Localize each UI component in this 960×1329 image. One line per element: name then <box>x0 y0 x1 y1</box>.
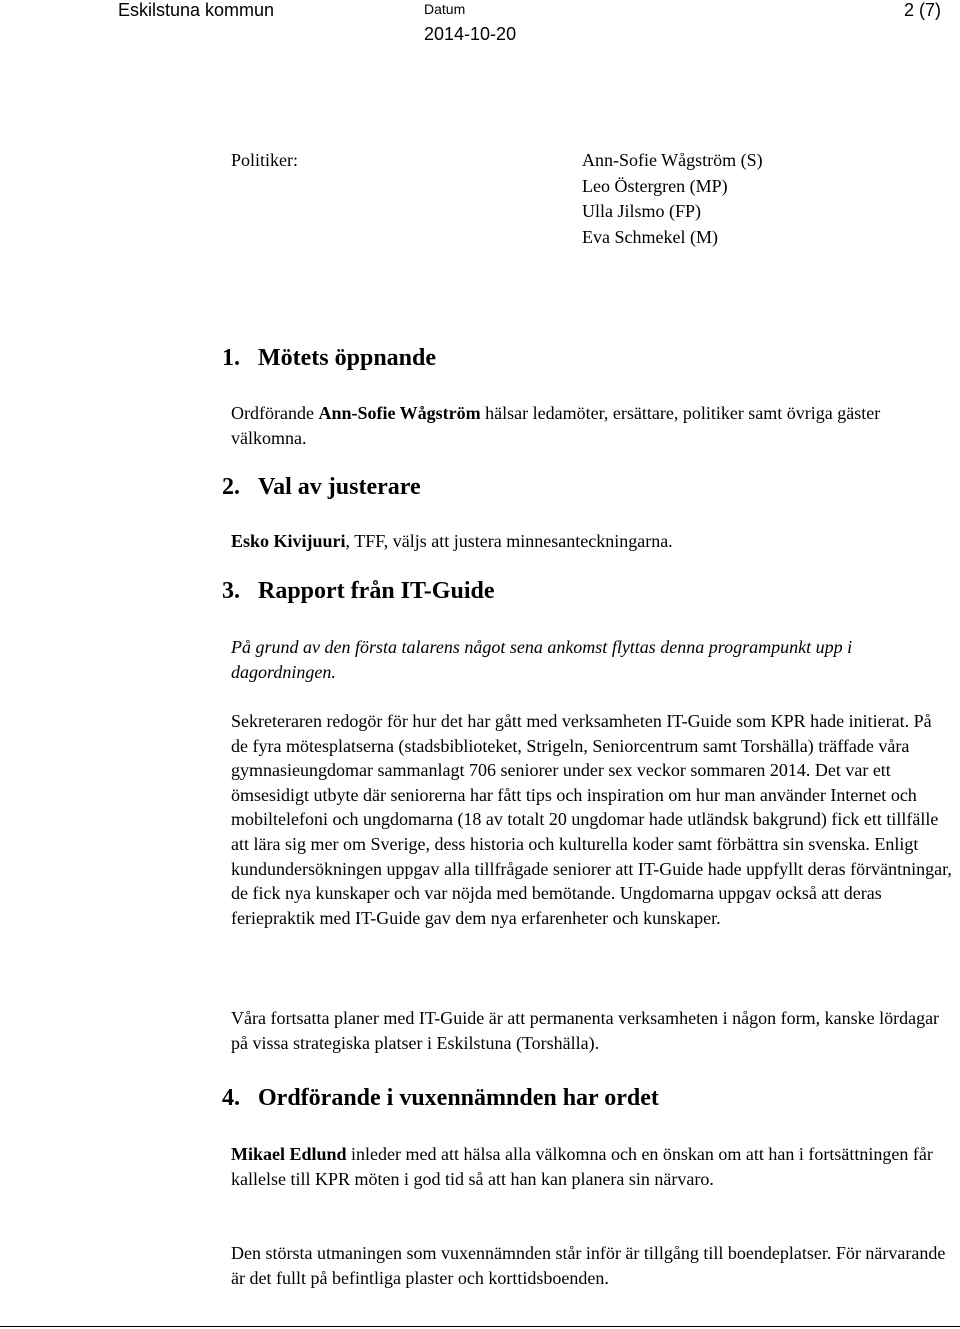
section-number: 1. <box>222 345 240 371</box>
section-title: Val av justerare <box>258 474 421 500</box>
section-heading-4 <box>222 1085 659 1112</box>
politician-name: Eva Schmekel (M) <box>582 226 718 247</box>
section-number: 3. <box>222 578 240 604</box>
politician-name: Leo Östergren (MP) <box>582 175 728 196</box>
section-3-note <box>231 635 953 684</box>
politician-name: Ulla Jilsmo (FP) <box>582 201 702 222</box>
section-3-plans: Våra fortsatta planer med IT-Guide är att permanenta verksamheten i någon form, kanske lördagar på vissa strategiska platser i Eskilstuna (Torshälla). <box>231 1008 940 1053</box>
section-heading-1 <box>222 345 436 372</box>
section-4-paragraph-2: Den största utmaningen som vuxennämnden står inför är tillgång till boendeplatser. För närvarande är det fullt på befintliga plaster och korttidsboenden. <box>231 1243 946 1288</box>
section-1-paragraph <box>231 401 953 450</box>
page-number: 2 (7) <box>903 0 941 20</box>
date-label: Datum <box>424 1 466 17</box>
text-run: hälsar ledamöter, ersättare, politiker samt övriga gäster välkomna. <box>231 403 881 448</box>
text-run: , TFF, väljs att justera minnesanteckningarna. <box>345 531 673 551</box>
politicians-label: Politiker: <box>231 150 298 170</box>
section-3-report: Sekreteraren redogör för hur det har gått med verksamheten IT-Guide som KPR hade initierat. På de fyra mötesplatserna (stadsbiblioteket, Strigeln, Seniorcentrum samt Torshälla) träffade våra gymnasieungdomar sammanlagt 706 seniorer under sex veckor sommaren 2014. Det var ett ömsesidigt utbyte där seniorerna har fått tips och inspiration om hur man använder Internet och mobiltelefoni och ungdomarna (18 av totalt 20 ungdomar hade utländsk bakgrund) fick ett tillfälle att lära sig mer om Sverige, dess historia och kulturella koder samt förbättra sin svenska. Enligt kundundersökningen uppgav alla tillfrågade seniorer att IT-Guide hade uppfyllt deras förväntningar, de fick nya kunskaper och var nöjda med bemötande. Ungdomarna uppgav också att deras feriepraktik med IT-Guide gav dem nya erfarenheter och kunskaper. <box>231 711 952 928</box>
organization-name: Eskilstuna kommun <box>118 0 275 20</box>
section-2-paragraph <box>231 529 953 554</box>
section-heading-3 <box>222 578 494 605</box>
section-4-paragraph <box>231 1142 953 1191</box>
section-heading-2 <box>222 474 421 501</box>
section-number: 2. <box>222 474 240 500</box>
footer-rule <box>0 1326 960 1327</box>
document-date: 2014-10-20 <box>424 24 517 44</box>
section-title: Ordförande i vuxennämnden har ordet <box>258 1085 659 1111</box>
adjuster-name: Esko Kivijuuri <box>231 531 346 551</box>
section-title: Rapport från IT-Guide <box>258 578 495 604</box>
chair-name: Ann-Sofie Wågström <box>318 403 481 423</box>
text-run: Ordförande <box>231 403 319 423</box>
italic-note: På grund av den första talarens något sena ankomst flyttas denna programpunkt upp i dagordningen. <box>231 637 853 682</box>
section-number: 4. <box>222 1085 240 1111</box>
text-run: inleder med att hälsa alla välkomna och en önskan om att han i fortsättningen får kallelse till KPR möten i god tid så att han kan planera sin närvaro. <box>231 1144 933 1189</box>
speaker-name: Mikael Edlund <box>231 1144 347 1164</box>
politician-name: Ann-Sofie Wågström (S) <box>582 150 763 170</box>
politicians-list <box>582 148 763 250</box>
section-title: Mötets öppnande <box>258 345 437 371</box>
